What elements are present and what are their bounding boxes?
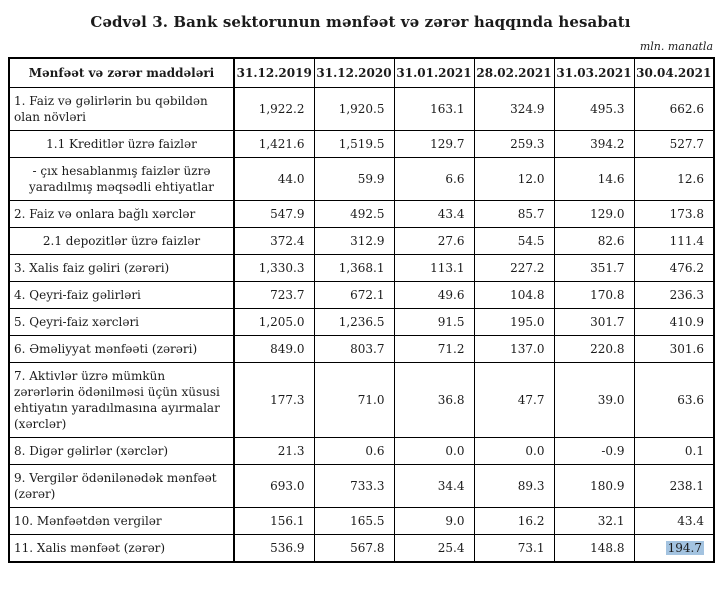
cell-value: 43.4 bbox=[634, 508, 714, 535]
cell-value: 12.0 bbox=[474, 158, 554, 201]
cell-value: 47.7 bbox=[474, 363, 554, 438]
cell-value: 36.8 bbox=[394, 363, 474, 438]
cell-value: 129.7 bbox=[394, 131, 474, 158]
cell-value: 410.9 bbox=[634, 309, 714, 336]
row-label: 2. Faiz və onlara bağlı xərclər bbox=[9, 201, 234, 228]
cell-value: 723.7 bbox=[234, 282, 314, 309]
cell-value: 73.1 bbox=[474, 535, 554, 563]
cell-value: 137.0 bbox=[474, 336, 554, 363]
table-row bbox=[9, 309, 714, 336]
row-label: 2.1 depozitlər üzrə faizlər bbox=[9, 228, 234, 255]
cell-value: 1,368.1 bbox=[314, 255, 394, 282]
cell-value: 85.7 bbox=[474, 201, 554, 228]
cell-value: 14.6 bbox=[554, 158, 634, 201]
cell-value: 16.2 bbox=[474, 508, 554, 535]
cell-value: 536.9 bbox=[234, 535, 314, 563]
cell-value: 177.3 bbox=[234, 363, 314, 438]
header-row bbox=[9, 58, 714, 88]
cell-value: 54.5 bbox=[474, 228, 554, 255]
table-row bbox=[9, 535, 714, 563]
cell-value: 495.3 bbox=[554, 88, 634, 131]
cell-value: 43.4 bbox=[394, 201, 474, 228]
cell-value: 733.3 bbox=[314, 465, 394, 508]
cell-value: 195.0 bbox=[474, 309, 554, 336]
row-label: 11. Xalis mənfəət (zərər) bbox=[9, 535, 234, 563]
table-row bbox=[9, 228, 714, 255]
cell-value: 394.2 bbox=[554, 131, 634, 158]
table-row bbox=[9, 465, 714, 508]
table-row bbox=[9, 336, 714, 363]
cell-value: 163.1 bbox=[394, 88, 474, 131]
cell-value: 6.6 bbox=[394, 158, 474, 201]
cell-value: 9.0 bbox=[394, 508, 474, 535]
row-label: 1. Faiz və gəlirlərin bu qəbildən olan növləri bbox=[9, 88, 234, 131]
cell-value: 44.0 bbox=[234, 158, 314, 201]
row-label: 6. Əməliyyat mənfəəti (zərəri) bbox=[9, 336, 234, 363]
cell-value: 113.1 bbox=[394, 255, 474, 282]
cell-value: 351.7 bbox=[554, 255, 634, 282]
cell-value: 148.8 bbox=[554, 535, 634, 563]
cell-value: 156.1 bbox=[234, 508, 314, 535]
cell-value: 220.8 bbox=[554, 336, 634, 363]
unit-note: mln. manatla bbox=[639, 40, 713, 53]
cell-value: 476.2 bbox=[634, 255, 714, 282]
table-row bbox=[9, 255, 714, 282]
cell-value: 71.0 bbox=[314, 363, 394, 438]
cell-value: 236.3 bbox=[634, 282, 714, 309]
highlighted-value: 194.7 bbox=[667, 541, 702, 555]
cell-value: 89.3 bbox=[474, 465, 554, 508]
table-row bbox=[9, 508, 714, 535]
column-header-items: Mənfəət və zərər maddələri bbox=[9, 58, 234, 88]
table-body bbox=[9, 88, 714, 563]
cell-value: 527.7 bbox=[634, 131, 714, 158]
row-label: - çıx hesablanmış faizlər üzrə yaradılmış məqsədli ehtiyatlar bbox=[9, 158, 234, 201]
cell-value: 91.5 bbox=[394, 309, 474, 336]
cell-value: 1,330.3 bbox=[234, 255, 314, 282]
cell-value: 227.2 bbox=[474, 255, 554, 282]
cell-value: 238.1 bbox=[634, 465, 714, 508]
cell-value: 662.6 bbox=[634, 88, 714, 131]
cell-value: 32.1 bbox=[554, 508, 634, 535]
column-header-date: 30.04.2021 bbox=[634, 58, 714, 88]
cell-value: 165.5 bbox=[314, 508, 394, 535]
cell-value: 1,421.6 bbox=[234, 131, 314, 158]
cell-value: 547.9 bbox=[234, 201, 314, 228]
row-label: 1.1 Kreditlər üzrə faizlər bbox=[9, 131, 234, 158]
table-row bbox=[9, 158, 714, 201]
cell-value: 21.3 bbox=[234, 438, 314, 465]
cell-value: 672.1 bbox=[314, 282, 394, 309]
column-header-date: 31.12.2020 bbox=[314, 58, 394, 88]
cell-value: 59.9 bbox=[314, 158, 394, 201]
cell-value: 259.3 bbox=[474, 131, 554, 158]
row-label: 10. Mənfəətdən vergilər bbox=[9, 508, 234, 535]
cell-value: 180.9 bbox=[554, 465, 634, 508]
cell-value: 1,236.5 bbox=[314, 309, 394, 336]
column-header-date: 31.03.2021 bbox=[554, 58, 634, 88]
table-row bbox=[9, 363, 714, 438]
table-row bbox=[9, 201, 714, 228]
cell-value: 25.4 bbox=[394, 535, 474, 563]
cell-value: 567.8 bbox=[314, 535, 394, 563]
cell-value: 129.0 bbox=[554, 201, 634, 228]
cell-value: 63.6 bbox=[634, 363, 714, 438]
table-row bbox=[9, 438, 714, 465]
cell-value: 0.1 bbox=[634, 438, 714, 465]
cell-value: 693.0 bbox=[234, 465, 314, 508]
cell-value: 301.7 bbox=[554, 309, 634, 336]
row-label: 5. Qeyri-faiz xərcləri bbox=[9, 309, 234, 336]
cell-value: 0.6 bbox=[314, 438, 394, 465]
table-title: Cədvəl 3. Bank sektorunun mənfəət və zərər haqqında hesabatı bbox=[90, 13, 631, 31]
table-row bbox=[9, 131, 714, 158]
cell-value: 34.4 bbox=[394, 465, 474, 508]
table-row bbox=[9, 282, 714, 309]
column-header-date: 31.12.2019 bbox=[234, 58, 314, 88]
cell-value: 1,920.5 bbox=[314, 88, 394, 131]
table-header bbox=[9, 58, 714, 88]
cell-value: 170.8 bbox=[554, 282, 634, 309]
cell-value: 1,922.2 bbox=[234, 88, 314, 131]
cell-value: -0.9 bbox=[554, 438, 634, 465]
cell-value: 803.7 bbox=[314, 336, 394, 363]
cell-value: 372.4 bbox=[234, 228, 314, 255]
cell-value: 0.0 bbox=[474, 438, 554, 465]
cell-value: 104.8 bbox=[474, 282, 554, 309]
profit-loss-table bbox=[8, 57, 715, 563]
cell-value: 492.5 bbox=[314, 201, 394, 228]
cell-value: 27.6 bbox=[394, 228, 474, 255]
row-label: 9. Vergilər ödənilənədək mənfəət (zərər) bbox=[9, 465, 234, 508]
column-header-date: 31.01.2021 bbox=[394, 58, 474, 88]
row-label: 4. Qeyri-faiz gəlirləri bbox=[9, 282, 234, 309]
table-row bbox=[9, 88, 714, 131]
cell-value: 111.4 bbox=[634, 228, 714, 255]
cell-value: 49.6 bbox=[394, 282, 474, 309]
cell-value: 173.8 bbox=[634, 201, 714, 228]
cell-value: 1,205.0 bbox=[234, 309, 314, 336]
cell-value: 39.0 bbox=[554, 363, 634, 438]
cell-value: 12.6 bbox=[634, 158, 714, 201]
cell-value: 301.6 bbox=[634, 336, 714, 363]
row-label: 8. Digər gəlirlər (xərclər) bbox=[9, 438, 234, 465]
column-header-date: 28.02.2021 bbox=[474, 58, 554, 88]
cell-value: 0.0 bbox=[394, 438, 474, 465]
cell-value: 1,519.5 bbox=[314, 131, 394, 158]
cell-value: 71.2 bbox=[394, 336, 474, 363]
row-label: 7. Aktivlər üzrə mümkün zərərlərin ödənilməsi üçün xüsusi ehtiyatın yaradılmasına ayırmalar (xərclər) bbox=[9, 363, 234, 438]
cell-value bbox=[634, 535, 714, 563]
cell-value: 82.6 bbox=[554, 228, 634, 255]
cell-value: 849.0 bbox=[234, 336, 314, 363]
cell-value: 312.9 bbox=[314, 228, 394, 255]
row-label: 3. Xalis faiz gəliri (zərəri) bbox=[9, 255, 234, 282]
cell-value: 324.9 bbox=[474, 88, 554, 131]
report-page bbox=[0, 13, 721, 591]
